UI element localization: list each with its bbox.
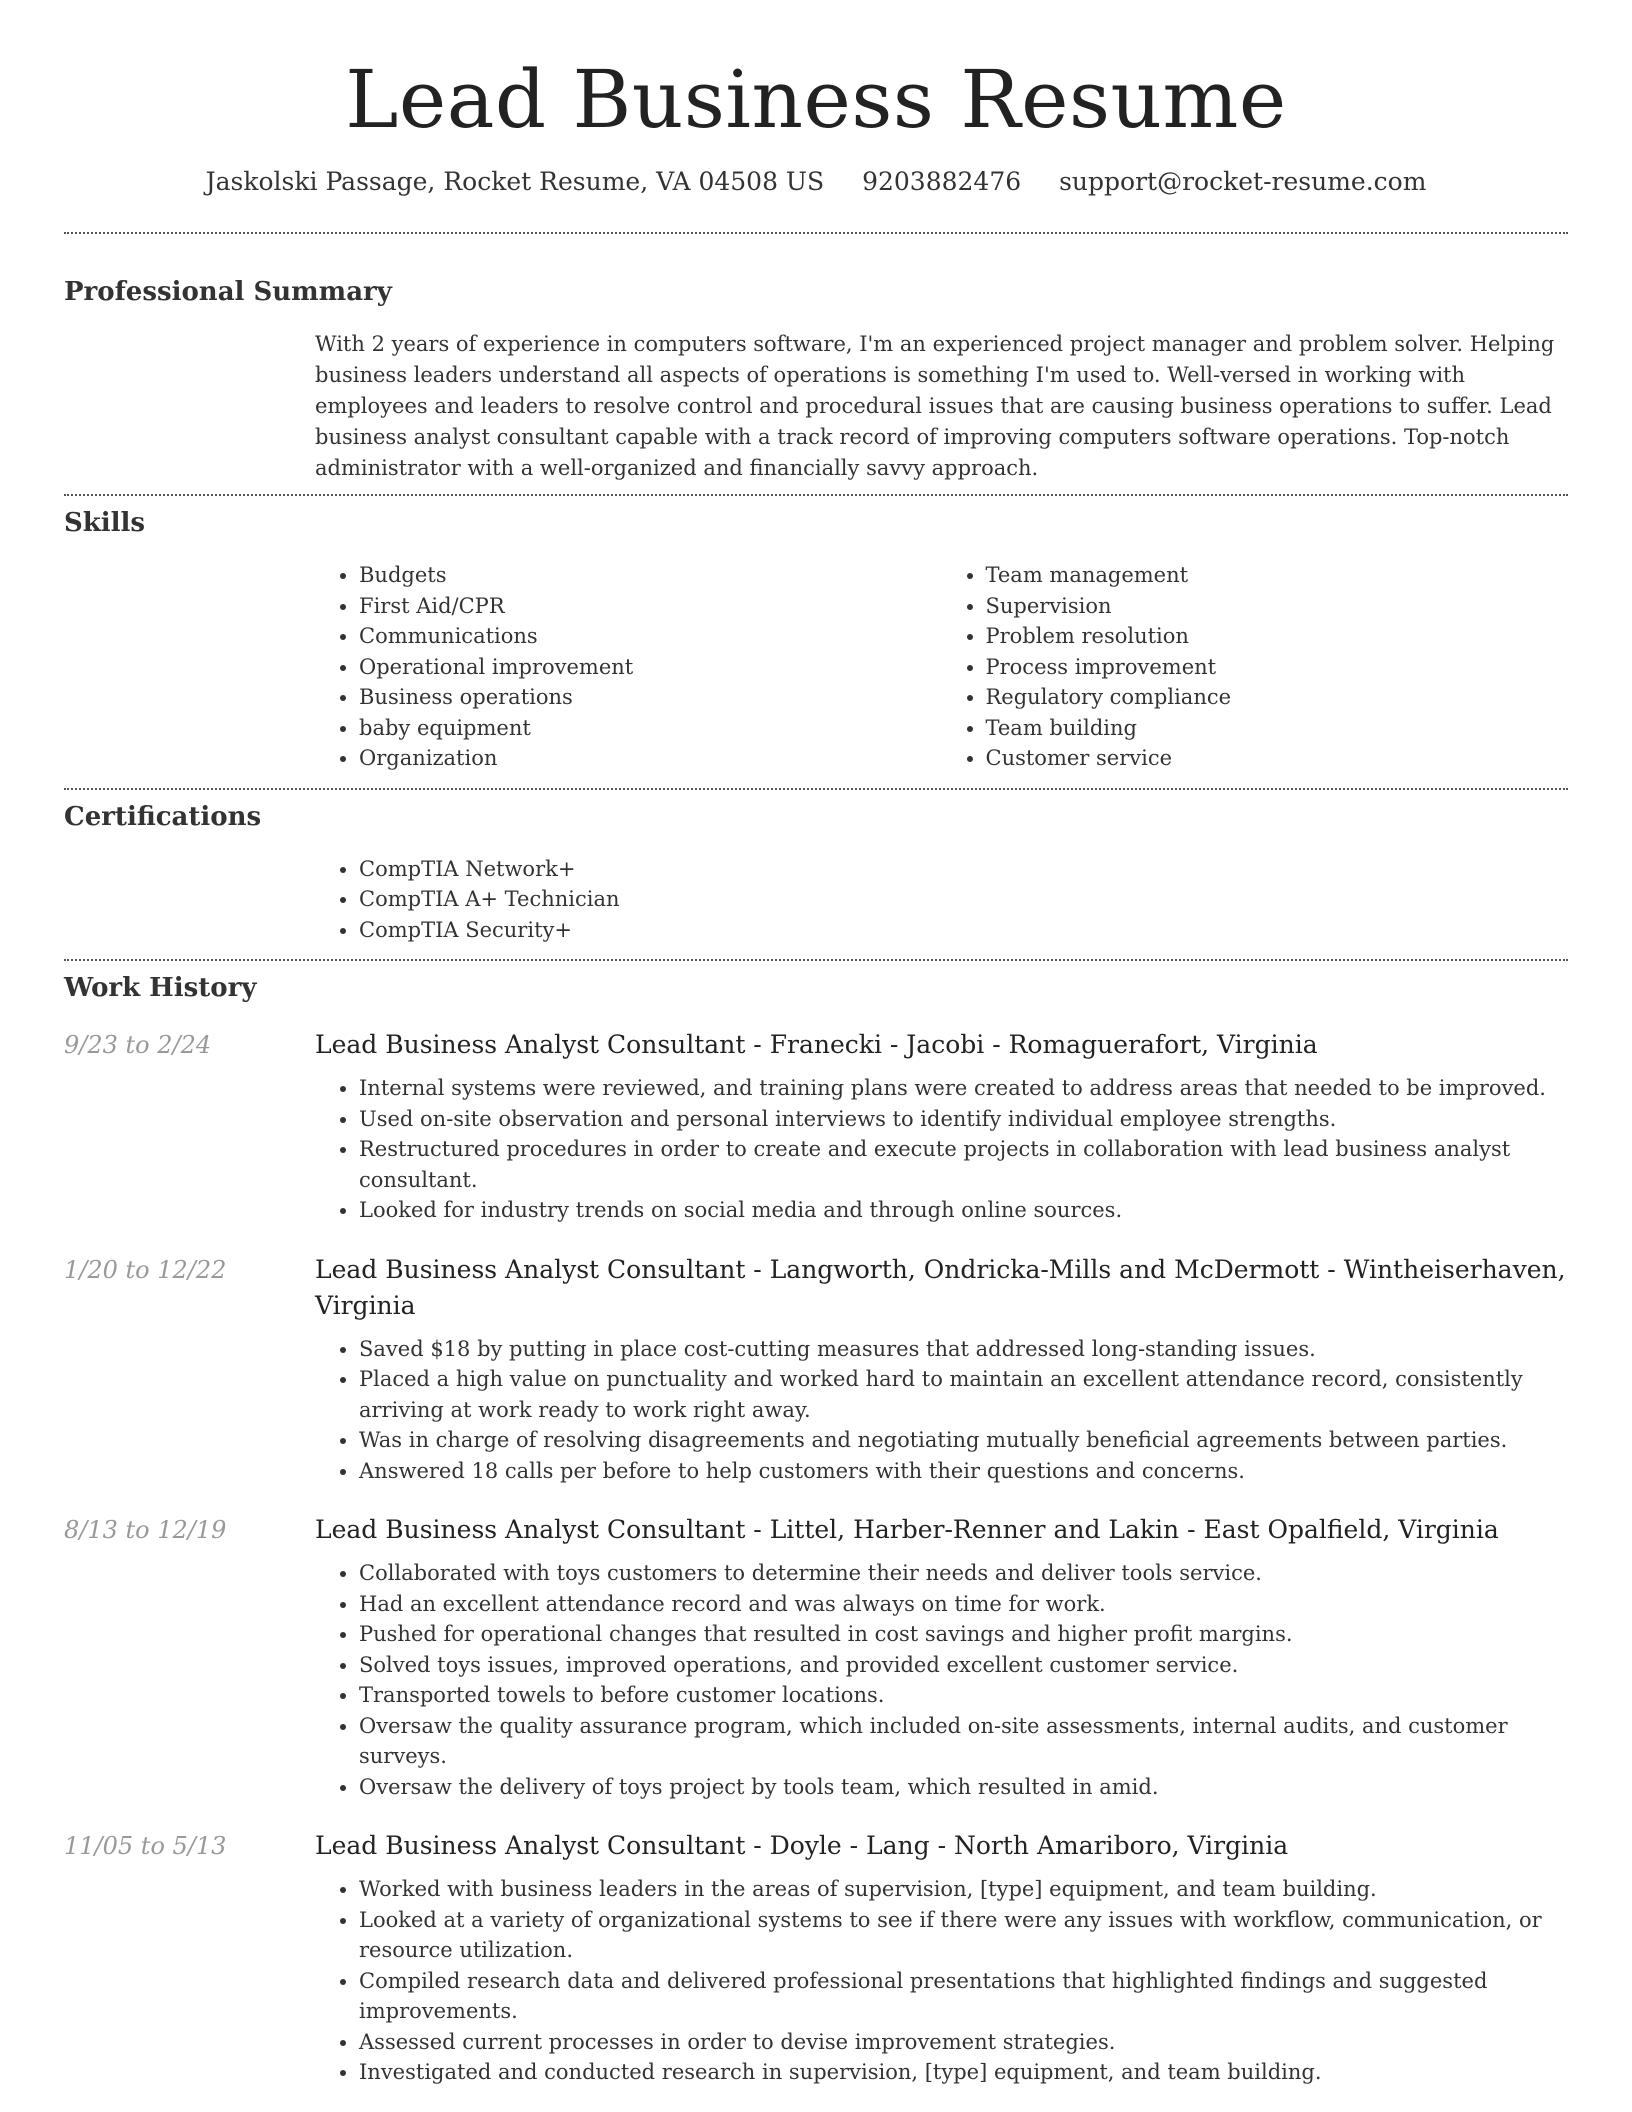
job-body: [315, 1027, 1568, 1226]
skill-item: • Organization: [359, 743, 942, 774]
job-bullets: [315, 1334, 1568, 1487]
job-bullet: • Looked at a variety of organizational systems to see if there were any issues with workflow, communication, or resource utilization.: [359, 1905, 1568, 1966]
job-bullet: • Oversaw the delivery of toys project by tools team, which resulted in amid.: [359, 1772, 1568, 1803]
job-entry: [64, 1027, 1568, 1226]
skills-list-left: [315, 560, 942, 774]
job-dates: 11/05 to 5/13: [64, 1832, 227, 1860]
resume-title: Lead Business Resume: [345, 53, 1287, 146]
skills-heading: Skills: [64, 508, 146, 538]
job-bullet: • Was in charge of resolving disagreements and negotiating mutually beneficial agreements between parties.: [359, 1425, 1568, 1456]
section-divider: [64, 232, 1568, 234]
skill-item: • Team management: [986, 560, 1569, 591]
job-bullet: • Placed a high value on punctuality and worked hard to maintain an excellent attendance record, consistently arriving at work ready to work right away.: [359, 1364, 1568, 1425]
summary-heading: Professional Summary: [64, 277, 392, 307]
job-bullets: [315, 1874, 1568, 2088]
job-bullet: • Transported towels to before customer locations.: [359, 1680, 1568, 1711]
job-bullet: • Saved $18 by putting in place cost-cutting measures that addressed long-standing issues.: [359, 1334, 1568, 1365]
contact-line: [64, 166, 1568, 198]
skills-list-right: [942, 560, 1569, 774]
job-entry: [64, 1252, 1568, 1487]
job-dates: 8/13 to 12/19: [64, 1516, 227, 1544]
summary-text: With 2 years of experience in computers software, I'm an experienced project manager and problem solver. Helping business leaders understand all aspects of operations is something I'm used to. Well-versed in working with employees and leaders to resolve control and procedural issues that are causing business operations to suffer. Lead business analyst consultant capable with a track record of improving computers software operations. Top-notch administrator with a well-organized and financially savvy approach.: [315, 332, 1555, 480]
job-entry: [64, 1512, 1568, 1802]
job-title: Lead Business Analyst Consultant - Doyle - Lang - North Amariboro, Virginia: [315, 1831, 1289, 1860]
job-bullet: • Restructured procedures in order to create and execute projects in collaboration with lead business analyst consultant.: [359, 1134, 1568, 1195]
section-divider: [64, 788, 1568, 790]
certifications-heading: Certifications: [64, 801, 262, 832]
certification-item: • CompTIA Network+: [359, 854, 1568, 885]
job-bullet: • Solved toys issues, improved operations, and provided excellent customer service.: [359, 1650, 1568, 1681]
work-history-heading: Work History: [64, 973, 257, 1003]
skill-item: • Supervision: [986, 591, 1569, 622]
skill-item: • Customer service: [986, 743, 1569, 774]
section-divider: [64, 494, 1568, 496]
skills-grid: [315, 560, 1568, 774]
summary-section: [64, 275, 1568, 484]
job-bullet: • Assessed current processes in order to devise improvement strategies.: [359, 2027, 1568, 2058]
job-body: [315, 1252, 1568, 1487]
skill-item: • Operational improvement: [359, 652, 942, 683]
job-bullet: • Looked for industry trends on social media and through online sources.: [359, 1195, 1568, 1226]
job-bullets: [315, 1073, 1568, 1226]
job-bullet: • Internal systems were reviewed, and training plans were created to address areas that needed to be improved.: [359, 1073, 1568, 1104]
certifications-list: [315, 854, 1568, 946]
section-divider: [64, 959, 1568, 961]
contact-email: support@rocket-resume.com: [1059, 167, 1427, 196]
job-bullet: • Collaborated with toys customers to determine their needs and deliver tools service.: [359, 1558, 1568, 1589]
job-dates: 1/20 to 12/22: [64, 1255, 227, 1284]
skill-item: • First Aid/CPR: [359, 591, 942, 622]
job-body: [315, 1512, 1568, 1802]
skill-item: • Team building: [986, 713, 1569, 744]
skill-item: • baby equipment: [359, 713, 942, 744]
job-body: [315, 1828, 1568, 2088]
job-bullet: • Pushed for operational changes that resulted in cost savings and higher profit margins.: [359, 1619, 1568, 1650]
job-bullet: • Answered 18 calls per before to help customers with their questions and concerns.: [359, 1456, 1568, 1487]
skills-section: [64, 506, 1568, 774]
work-history-section: [64, 971, 1568, 2088]
skill-item: • Communications: [359, 621, 942, 652]
skill-item: • Regulatory compliance: [986, 682, 1569, 713]
skill-item: • Budgets: [359, 560, 942, 591]
job-title: Lead Business Analyst Consultant - Littel, Harber-Renner and Lakin - East Opalfield, Virginia: [315, 1515, 1499, 1544]
job-dates: 9/23 to 2/24: [64, 1031, 212, 1059]
contact-phone: 9203882476: [862, 167, 1022, 196]
job-entry: [64, 1828, 1568, 2088]
job-bullet: • Used on-site observation and personal interviews to identify individual employee strengths.: [359, 1104, 1568, 1135]
job-bullets: [315, 1558, 1568, 1802]
certification-item: • CompTIA A+ Technician: [359, 884, 1568, 915]
certification-item: • CompTIA Security+: [359, 915, 1568, 946]
job-bullet: • Had an excellent attendance record and was always on time for work.: [359, 1589, 1568, 1620]
job-title: Lead Business Analyst Consultant - Langworth, Ondricka-Mills and McDermott - Wintheiserhaven, Virginia: [315, 1254, 1566, 1320]
job-bullet: • Worked with business leaders in the areas of supervision, [type] equipment, and team building.: [359, 1874, 1568, 1905]
job-bullet: • Compiled research data and delivered professional presentations that highlighted findings and suggested improvements.: [359, 1966, 1568, 2027]
certifications-section: [64, 800, 1568, 946]
skill-item: • Process improvement: [986, 652, 1569, 683]
certifications-body: [315, 854, 1568, 946]
job-bullet: • Oversaw the quality assurance program, which included on-site assessments, internal audits, and customer surveys.: [359, 1711, 1568, 1772]
skill-item: • Problem resolution: [986, 621, 1569, 652]
resume-page: [64, 0, 1568, 2088]
job-bullet: • Investigated and conducted research in supervision, [type] equipment, and team building.: [359, 2057, 1568, 2088]
contact-address: Jaskolski Passage, Rocket Resume, VA 04508 US: [205, 167, 825, 196]
job-title: Lead Business Analyst Consultant - Franecki - Jacobi - Romaguerafort, Virginia: [315, 1030, 1318, 1059]
skill-item: • Business operations: [359, 682, 942, 713]
